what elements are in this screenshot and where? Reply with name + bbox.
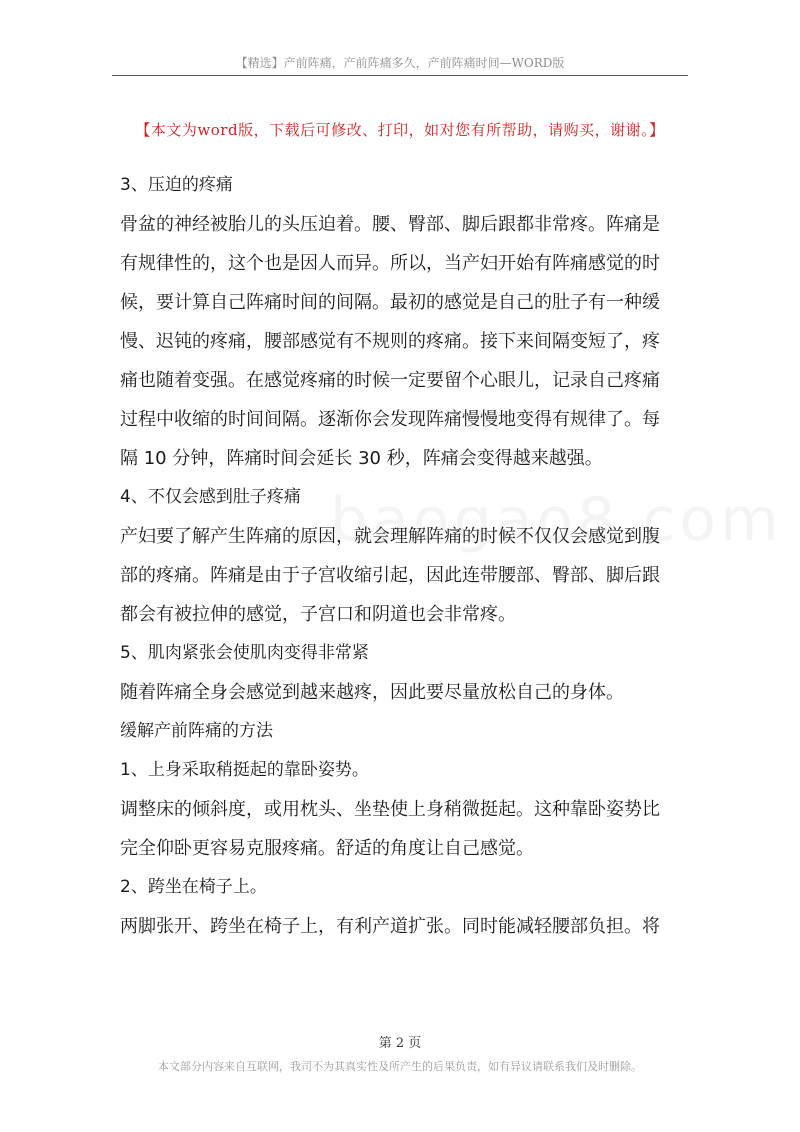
paragraph-line: 骨盆的神经被胎儿的头压迫着。腰、臀部、脚后跟都非常疼。阵痛是 <box>120 214 660 235</box>
paragraph-line: 慢、迟钝的疼痛，腰部感觉有不规则的疼痛。接下来间隔变短了，疼 <box>120 331 660 352</box>
section-heading: 1、上身采取稍挺起的靠卧姿势。 <box>120 760 369 780</box>
word-version-notice: 【本文为word版，下载后可修改、打印，如对您有所帮助，请购买，谢谢。】 <box>135 121 665 139</box>
paragraph-line: 有规律性的，这个也是因人而异。所以，当产妇开始有阵痛感觉的时 <box>120 253 660 274</box>
page-header: 【精选】产前阵痛，产前阵痛多久，产前阵痛时间—WORD版 <box>235 56 565 70</box>
paragraph-line: 调整床的倾斜度，或用枕头、坐垫使上身稍微挺起。这种靠卧姿势比 <box>120 799 660 820</box>
header-divider <box>112 75 688 76</box>
paragraph-line: 隔 10 分钟，阵痛时间会延长 30 秒，阵痛会变得越来越强。 <box>120 448 603 469</box>
paragraph-line: 都会有被拉伸的感觉，子宫口和阴道也会非常疼。 <box>120 604 516 625</box>
section-heading: 4、不仅会感到肚子疼痛 <box>120 487 301 507</box>
paragraph-line: 随着阵痛全身会感觉到越来越疼，因此要尽量放松自己的身体。 <box>120 682 624 703</box>
page-footer: 本文部分内容来自互联网，我司不为其真实性及所产生的后果负责，如有异议请联系我们及时删除。 <box>158 1060 642 1073</box>
paragraph-line: 过程中收缩的时间间隔。逐渐你会发现阵痛慢慢地变得有规律了。每 <box>120 409 660 430</box>
section-heading: 2、跨坐在椅子上。 <box>120 877 267 897</box>
document-body <box>120 166 686 946</box>
paragraph-line: 部的疼痛。阵痛是由于子宫收缩引起，因此连带腰部、臀部、脚后跟 <box>120 565 660 586</box>
paragraph-line: 痛也随着变强。在感觉疼痛的时候一定要留个心眼儿，记录自己疼痛 <box>120 370 660 391</box>
paragraph-line: 产妇要了解产生阵痛的原因，就会理解阵痛的时候不仅仅会感觉到腹 <box>120 526 660 547</box>
page-number: 第 2 页 <box>378 1036 422 1051</box>
paragraph-line: 完全仰卧更容易克服疼痛。舒适的角度让自己感觉。 <box>120 838 534 859</box>
section-heading: 3、压迫的疼痛 <box>120 175 233 195</box>
section-heading: 5、肌肉紧张会使肌肉变得非常紧 <box>120 643 369 663</box>
section-heading: 缓解产前阵痛的方法 <box>120 721 273 741</box>
paragraph-line: 两脚张开、跨坐在椅子上，有利产道扩张。同时能减轻腰部负担。将 <box>120 916 660 937</box>
paragraph-line: 候，要计算自己阵痛时间的间隔。最初的感觉是自己的肚子有一种缓 <box>120 292 660 313</box>
